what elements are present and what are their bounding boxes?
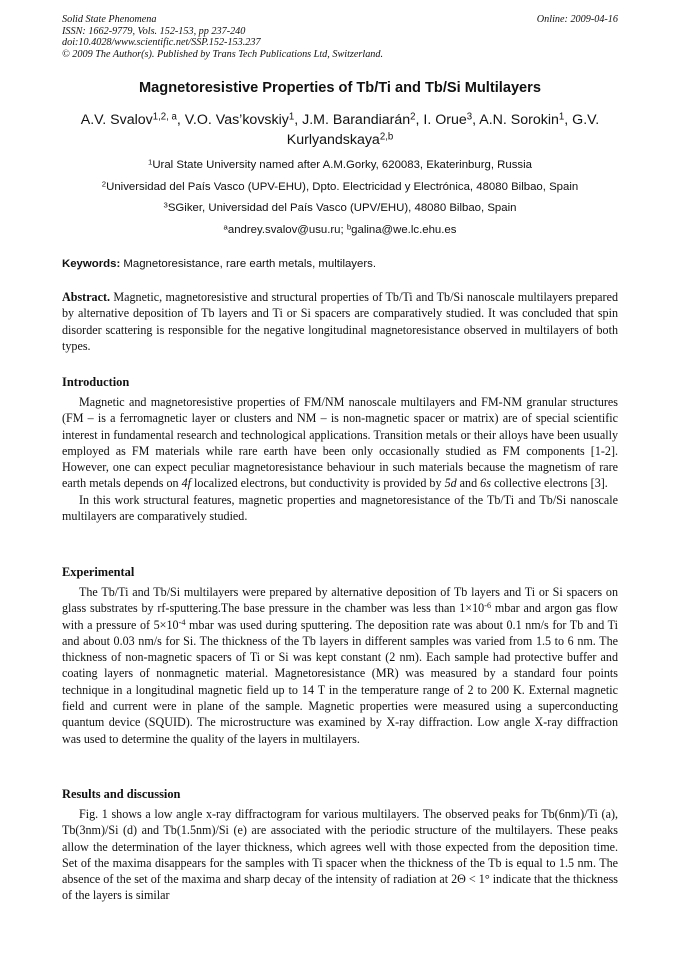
online-date: Online: 2009-04-16 — [536, 14, 618, 25]
text-run: The Tb/Ti and Tb/Si multilayers were prepared by alternative deposition of Tb layers and Ti or Si spacers on glass substrates by rf-sputtering.The base pressure in the chamber was less than 1×10 — [62, 585, 618, 616]
journal-header — [62, 14, 618, 60]
author-name: , A.N. Sorokin — [472, 112, 559, 128]
results-body — [62, 806, 618, 904]
email-marker: b — [346, 222, 352, 232]
text-run: Magnetic and magnetoresistive properties of FM/NM nanoscale multilayers and FM-NM granular structures (FM – is a ferromagnetic layer or clusters and NM – is non-magnetic spacer or matrix) are of special scientific interest in fundamental research and technological applications. Transition metals or their alloys have been usually employed as FM materials while rare earth have been only occasionally studied as FM components [1-2]. However, one can expect peculiar magnetoresistance behaviour in such materials because the magnetism of rare earth metals depends on — [62, 395, 618, 491]
author-name: , I. Orue — [415, 112, 467, 128]
author-name: , J.M. Barandiarán — [294, 112, 411, 128]
italic-term: 5d — [444, 476, 457, 491]
author-affil-marker: 1 — [558, 111, 565, 123]
introduction-heading: Introduction — [62, 375, 130, 389]
author-affil-marker: 2,b — [379, 131, 394, 143]
journal-name: Solid State Phenomena — [62, 14, 157, 25]
author-affil-marker: 3 — [466, 111, 473, 123]
affil-text: Universidad del País Vasco (UPV-EHU), Dpto. Electricidad y Electrónica, 48080 Bilbao, Spain — [106, 181, 579, 193]
experimental-paragraph — [62, 584, 618, 747]
keywords-label: Keywords: — [62, 258, 121, 270]
email-line — [62, 223, 618, 237]
keywords-text: Magnetoresistance, rare earth metals, multilayers. — [120, 258, 376, 270]
paper-title: Magnetoresistive Properties of Tb/Ti and Tb/Si Multilayers — [139, 80, 541, 96]
affiliation-1 — [62, 158, 618, 172]
issn-line: ISSN: 1662-9779, Vols. 152-153, pp 237-240 — [62, 25, 246, 37]
affil-marker: 2 — [101, 179, 107, 189]
keywords-line — [62, 257, 618, 271]
doi-line: doi:10.4028/www.scientific.net/SSP.152-153.237 — [62, 37, 261, 49]
italic-term: 6s — [480, 476, 491, 491]
email-address: andrey.svalov@usu.ru; — [227, 224, 347, 236]
results-heading: Results and discussion — [62, 787, 181, 801]
abstract-paragraph — [62, 289, 618, 354]
introduction-paragraph-2: In this work structural features, magnetic properties and magnetoresistance of the Tb/Ti and Tb/Si nanoscale multilayers are comparatively studied. — [62, 492, 618, 524]
italic-term: 4f — [181, 476, 191, 491]
introduction-paragraph-1 — [62, 394, 618, 492]
author-name: A.V. Svalov — [80, 112, 153, 128]
author-name: , G.V. Kurlyandskaya — [286, 112, 600, 148]
author-affil-marker: 2 — [410, 111, 416, 123]
introduction-body — [62, 394, 618, 524]
email-address: galina@we.lc.ehu.es — [351, 224, 457, 236]
copyright-line: © 2009 The Author(s). Published by Trans Tech Publications Ltd, Switzerland. — [62, 48, 384, 60]
abstract-label: Abstract. — [62, 290, 111, 304]
affil-marker: 1 — [148, 157, 153, 167]
text-run: and — [456, 476, 481, 491]
experimental-body — [62, 584, 618, 747]
text-run: mbar was used during sputtering. The deposition rate was about 0.1 nm/s for Tb and Ti and about 0.03 nm/s for Si. The thickness of the Tb layers in different samples was varied from 1.5 to 6 nm. The thickness of non-magnetic spacers of Ti or Si was kept constant (2 nm). Each sample had protective buffer and coating layers of nonmagnetic material. Magnetoresistance (MR) was measured by a standard four points technique in a longitudinal magnetic field up to 14 T in the temperature range of 2 to 200 K. External magnetic field and current were in plane of the sample. Magnetic properties were measured using a superconducting quantum device (SQUID). The microstructure was examined by X-ray diffraction. Low angle X-ray diffraction was used to determine the quality of the layers in multilayers. — [62, 617, 618, 746]
results-paragraph: Fig. 1 shows a low angle x-ray diffractogram for various multilayers. The observed peaks for Tb(6nm)/Ti (a), Tb(3nm)/Si (d) and Tb(1.5nm)/Si (e) are associated with the periodic structure of the multilayers. These peaks allow the determination of the layer thickness, which agrees well with those expected from the deposition time. Set of the maxima disappears for the samples with Ti spacer when the thickness of the Tb is equal to 1.5 nm. The absence of the set of the maxima and sharp decay of the intensity of radiation at 2Θ < 1° indicate that the thickness of the layers is similar — [62, 807, 618, 903]
affil-text: Ural State University named after A.M.Gorky, 620083, Ekaterinburg, Russia — [152, 159, 532, 171]
text-run: mbar and argon gas flow with a pressure of 5×10 — [62, 601, 618, 632]
email-marker: a — [223, 222, 228, 232]
exponent: -6 — [484, 601, 492, 611]
affil-marker: 3 — [163, 200, 168, 210]
abstract-text: Magnetic, magnetoresistive and structural properties of Tb/Ti and Tb/Si nanoscale multilayers prepared by alternative deposition of Tb layers and Ti or Si spacers are comparatively studied. It was concluded that spin disorder scattering is responsible for the negative longitudinal magnetoresistance observed in multilayers of both types. — [62, 290, 618, 353]
experimental-heading: Experimental — [62, 565, 135, 579]
author-affil-marker: 1 — [288, 111, 295, 123]
author-list — [62, 110, 618, 150]
affil-text: SGiker, Universidad del País Vasco (UPV/EHU), 48080 Bilbao, Spain — [167, 202, 517, 214]
affiliation-3 — [62, 201, 618, 215]
text-run: collective electrons [3]. — [490, 476, 608, 491]
author-affil-marker: 1,2, a — [152, 111, 177, 123]
author-name: , V.O. Vas’kovskiy — [176, 112, 289, 128]
affiliation-2 — [62, 180, 618, 194]
abstract — [62, 289, 618, 354]
exponent: -4 — [178, 617, 186, 627]
text-run: localized electrons, but conductivity is provided by — [190, 476, 445, 491]
